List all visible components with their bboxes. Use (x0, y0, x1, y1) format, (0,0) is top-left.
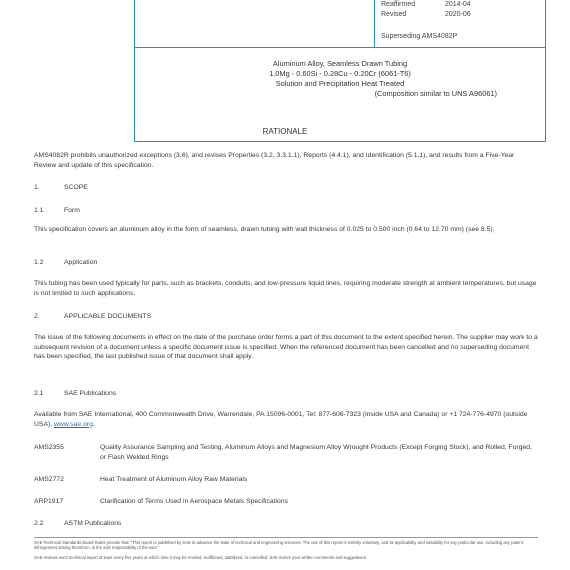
application-text: This tubing has been used typically for parts, such as brackets, conduits, and low-pressure liquid lines, requiring moderate strength at ambient temperatures, but usage is not limited to such applications. (34, 280, 537, 297)
section-2-title: APPLICABLE DOCUMENTS (64, 313, 152, 320)
title-line-4: (Composition similar to UNS A96061) (374, 89, 497, 98)
document-title (135, 59, 545, 99)
section-1-1-title: Form (64, 207, 80, 214)
footer-disclaimer: SAE Technical Standards Board Rules provide that: "This report is published by SAE to advance the state of technical and engineering sciences. The use of this report is entirely voluntary, and its applicability and suitability for any particular use, including any patent infringement arising therefrom, is the sole responsibility of the user." (34, 540, 523, 551)
section-2-1-heading (34, 390, 116, 397)
section-1-number: 1. (34, 184, 40, 191)
title-line-2: 1.0Mg - 0.60Si - 0.28Cu - 0.20Cr (6061-T6) (269, 69, 411, 78)
rationale-heading: RATIONALE (262, 127, 308, 136)
reaffirmed-label: Reaffirmed (381, 1, 416, 8)
revised-row (381, 11, 471, 18)
section-1-title: SCOPE (64, 184, 88, 191)
section-1-1-number: 1.1 (34, 207, 44, 214)
reaffirmed-row (381, 1, 471, 8)
section-1-2-number: 1.2 (34, 259, 44, 266)
rationale-text: AMS4082R prohibits unauthorized exceptions (3.6), and revises Properties (3.2, 3.3.1.1), Reports (4.4.1), and Identification (5.1.1), and results from a Five-Year Review and update of this specification. (34, 152, 515, 169)
section-2-1-title: SAE Publications (64, 390, 117, 397)
revised-value: 2020-06 (445, 11, 471, 18)
sae-address: Available from SAE International, 400 Commonwealth Drive, Warrendale, PA 15096-0001, Tel: 877-606-7323 (inside USA and Canada) or +1 724-776-4970 (outside USA), (34, 411, 528, 428)
footer-divider (34, 537, 538, 538)
sae-period: . (92, 420, 95, 428)
section-2-heading (34, 313, 151, 320)
superseding-note: Superseding AMS4082P (381, 33, 458, 40)
title-line-1: Aluminum Alloy, Seamless Drawn Tubing (272, 59, 408, 68)
document-description: Quality Assurance Sampling and Testing, Aluminum Alloys and Magnesium Alloy Wrought Products (Except Forging Stock), and Rolled, Forged, or Flash Welded Rings (100, 444, 532, 461)
section-1-2-title: Application (64, 259, 98, 266)
sae-availability-text (34, 410, 538, 429)
document-code: ARP1917 (34, 498, 64, 505)
document-description: Clarification of Terms Used in Aerospace Metals Specifications (100, 498, 289, 505)
section-1-1-heading (34, 207, 80, 214)
section-2-number: 2. (34, 313, 40, 320)
header-box (134, 0, 546, 142)
document-code: AMS2355 (34, 444, 64, 451)
section-1-heading (34, 184, 88, 191)
document-description: Heat Treatment of Aluminum Alloy Raw Materials (100, 476, 248, 483)
section-2-2-number: 2.2 (34, 520, 44, 527)
applicable-documents-text: The issue of the following documents in effect on the date of the purchase order forms a part of this document to the extent specified herein. The supplier may work to a subsequent revision of a document unless a specific document issue is specified. When the referenced document has been cancelled and no superseding document has been specified, the last published issue of that document shall apply. (34, 334, 538, 361)
section-2-2-heading (34, 520, 121, 527)
document-code: AMS2772 (34, 476, 64, 483)
section-1-2-heading (34, 259, 97, 266)
form-text: This specification covers an aluminum alloy in the form of seamless, drawn tubing with wall thickness of 0.025 to 0.500 inch (0.64 to 12.70 mm) (see 8.5). (34, 226, 495, 233)
header-top-section (135, 0, 545, 48)
header-divider (374, 0, 375, 47)
revised-label: Revised (381, 11, 407, 18)
footer-review-note: SAE reviews each technical report at least every five years at which time it may be revised, reaffirmed, stabilized, or cancelled. SAE invites your written comments and suggestions. (34, 555, 367, 560)
sae-website-link[interactable]: www.sae.org (54, 420, 93, 428)
reaffirmed-value: 2014-04 (445, 1, 471, 8)
section-2-1-number: 2.1 (34, 390, 44, 397)
section-2-2-title: ASTM Publications (64, 520, 122, 527)
title-line-3: Solution and Precipitation Heat Treated (275, 79, 405, 88)
